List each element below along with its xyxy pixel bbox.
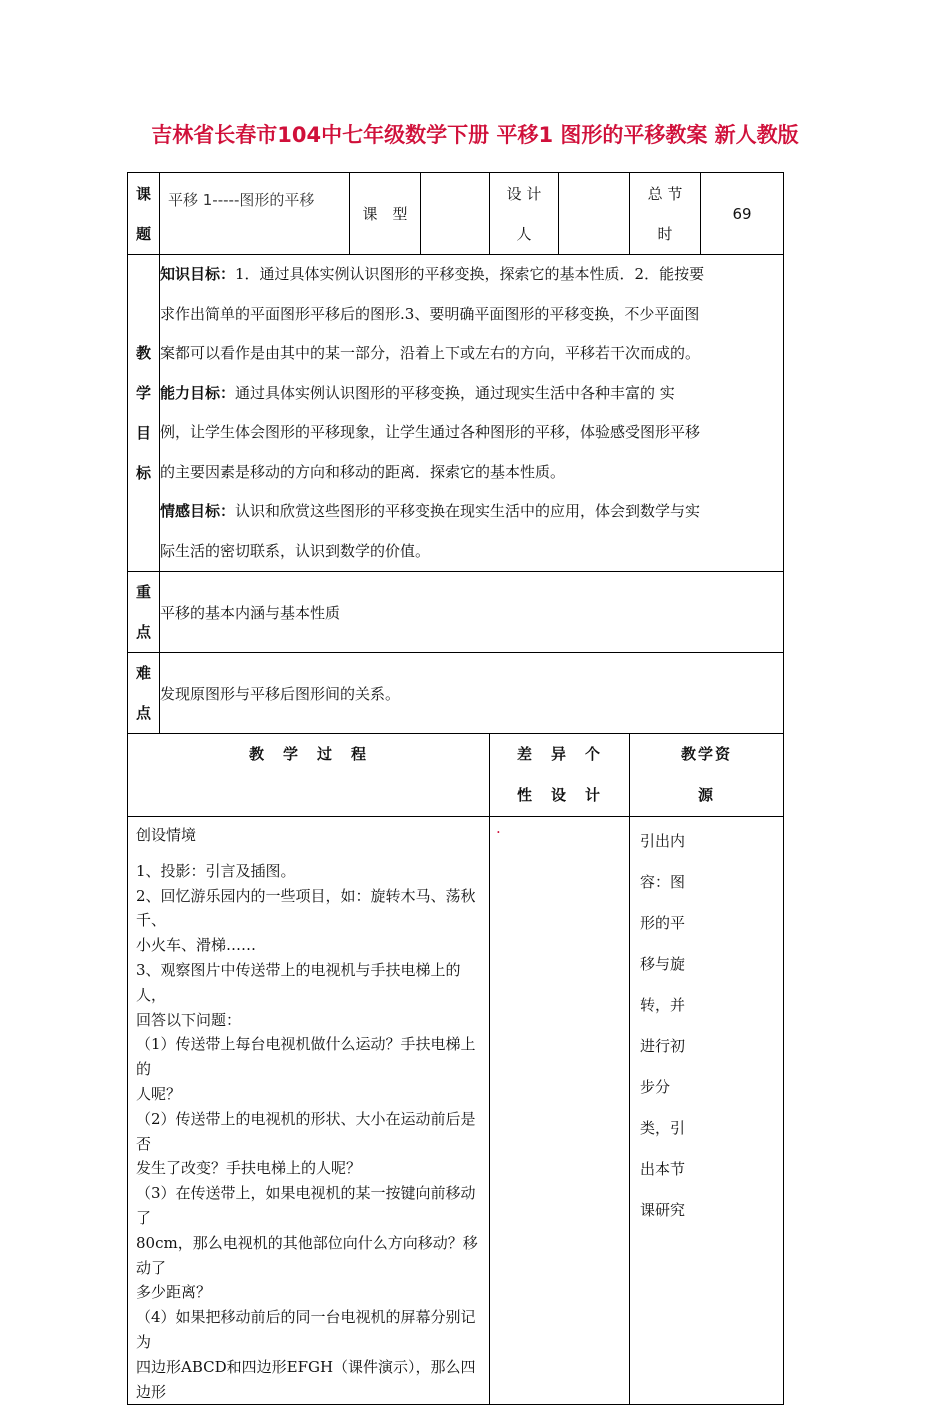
diff-design-header: 差 异 个 性 设 计 bbox=[490, 734, 630, 817]
process-line: 创设情境 bbox=[136, 826, 197, 844]
knowledge-goal-text: 案都可以看作是由其中的某一部分，沿着上下或左右的方向，平移若干次而成的。 bbox=[160, 344, 701, 362]
resources-content bbox=[630, 817, 784, 1405]
process-header: 教 学 过 程 bbox=[128, 734, 490, 817]
process-line: （1）传送带上每台电视机做什么运动？手扶电梯上的 bbox=[136, 1035, 476, 1079]
resource-line: 引出内 bbox=[640, 832, 686, 850]
key-point-text: 平移的基本内涵与基本性质 bbox=[160, 572, 784, 653]
resource-line: 进行初 bbox=[640, 1037, 686, 1055]
knowledge-goal-text: 1．通过具体实例认识图形的平移变换，探索它的基本性质．2．能按要 bbox=[235, 265, 705, 283]
emotion-goal-label: 情感目标： bbox=[160, 502, 236, 520]
type-label: 课 型 bbox=[350, 173, 421, 255]
resource-line: 步分 bbox=[640, 1078, 671, 1096]
emotion-goal-text: 认识和欣赏这些图形的平移变换在现实生活中的应用，体会到数学与实 bbox=[235, 502, 701, 520]
process-line: 80cm，那么电视机的其他部位向什么方向移动？移动了 bbox=[136, 1233, 478, 1277]
resource-line: 移与旋 bbox=[640, 955, 686, 973]
ability-goal-label: 能力目标： bbox=[160, 383, 236, 402]
resource-line: 课研究 bbox=[640, 1201, 686, 1219]
designer-value bbox=[559, 173, 630, 255]
total-periods-value: 69 bbox=[701, 173, 784, 255]
topic-label: 课 题 bbox=[128, 173, 160, 255]
ability-goal-text: 例，让学生体会图形的平移现象，让学生通过各种图形的平移，体验感受图形平移 bbox=[160, 423, 701, 441]
ability-goal-text: 的主要因素是移动的方向和移动的距离．探索它的基本性质。 bbox=[160, 462, 566, 481]
process-line: （3）在传送带上，如果电视机的某一按键向前移动了 bbox=[136, 1184, 476, 1227]
designer-label: 设 计 人 bbox=[490, 173, 559, 255]
resource-line: 出本节 bbox=[640, 1160, 686, 1178]
total-periods-label: 总 节 时 bbox=[630, 173, 701, 255]
goals-label: 教 学 目 标 bbox=[128, 255, 160, 572]
topic-value: 平移 1-----图形的平移 bbox=[168, 191, 315, 209]
process-content bbox=[128, 817, 490, 1405]
knowledge-goal-text: 求作出简单的平面图形平移后的图形.3、要明确平面图形的平移变换，不少平面图 bbox=[160, 304, 700, 323]
process-line: 小火车、滑梯…… bbox=[136, 936, 257, 955]
difficulty-label: 难 点 bbox=[128, 653, 160, 734]
process-line: 多少距离？ bbox=[136, 1283, 212, 1302]
type-value bbox=[421, 173, 490, 255]
resource-line: 转，并 bbox=[640, 996, 686, 1014]
process-line: 2、回忆游乐园内的一些项目，如：旋转木马、荡秋千、 bbox=[136, 886, 476, 930]
key-point-label: 重 点 bbox=[128, 572, 160, 653]
process-line: 四边形ABCD和四边形EFGH（课件演示），那么四边形 bbox=[136, 1357, 476, 1401]
process-line: 人呢？ bbox=[136, 1084, 182, 1103]
topic-cell bbox=[160, 173, 350, 255]
resource-line: 形的平 bbox=[640, 914, 686, 932]
knowledge-goal-label: 知识目标： bbox=[160, 265, 236, 283]
document-title: 吉林省长春市104中七年级数学下册 平移1 图形的平移教案 新人教版 bbox=[151, 123, 799, 147]
diff-design-content: . bbox=[490, 817, 630, 1405]
goals-content bbox=[160, 255, 784, 572]
process-line: 3、观察图片中传送带上的电视机与手扶电梯上的人， bbox=[136, 960, 461, 1004]
process-line: 发生了改变？手扶电梯上的人呢？ bbox=[136, 1159, 362, 1178]
process-line: （2）传送带上的电视机的形状、大小在运动前后是否 bbox=[136, 1109, 476, 1153]
process-line: （4）如果把移动前后的同一台电视机的屏幕分别记为 bbox=[136, 1308, 476, 1351]
resource-line: 容：图 bbox=[640, 873, 686, 891]
resource-line: 类，引 bbox=[640, 1119, 686, 1137]
difficulty-text: 发现原图形与平移后图形间的关系。 bbox=[160, 653, 784, 734]
emotion-goal-text: 际生活的密切联系，认识到数学的价值。 bbox=[160, 541, 431, 560]
ability-goal-text: 通过具体实例认识图形的平移变换，通过现实生活中各种丰富的 实 bbox=[235, 383, 675, 402]
process-line: 回答以下问题： bbox=[136, 1010, 242, 1029]
process-line: 1、投影：引言及插图。 bbox=[136, 861, 296, 880]
lesson-plan-table bbox=[127, 172, 784, 1405]
resources-header: 教学资 源 bbox=[630, 734, 784, 817]
